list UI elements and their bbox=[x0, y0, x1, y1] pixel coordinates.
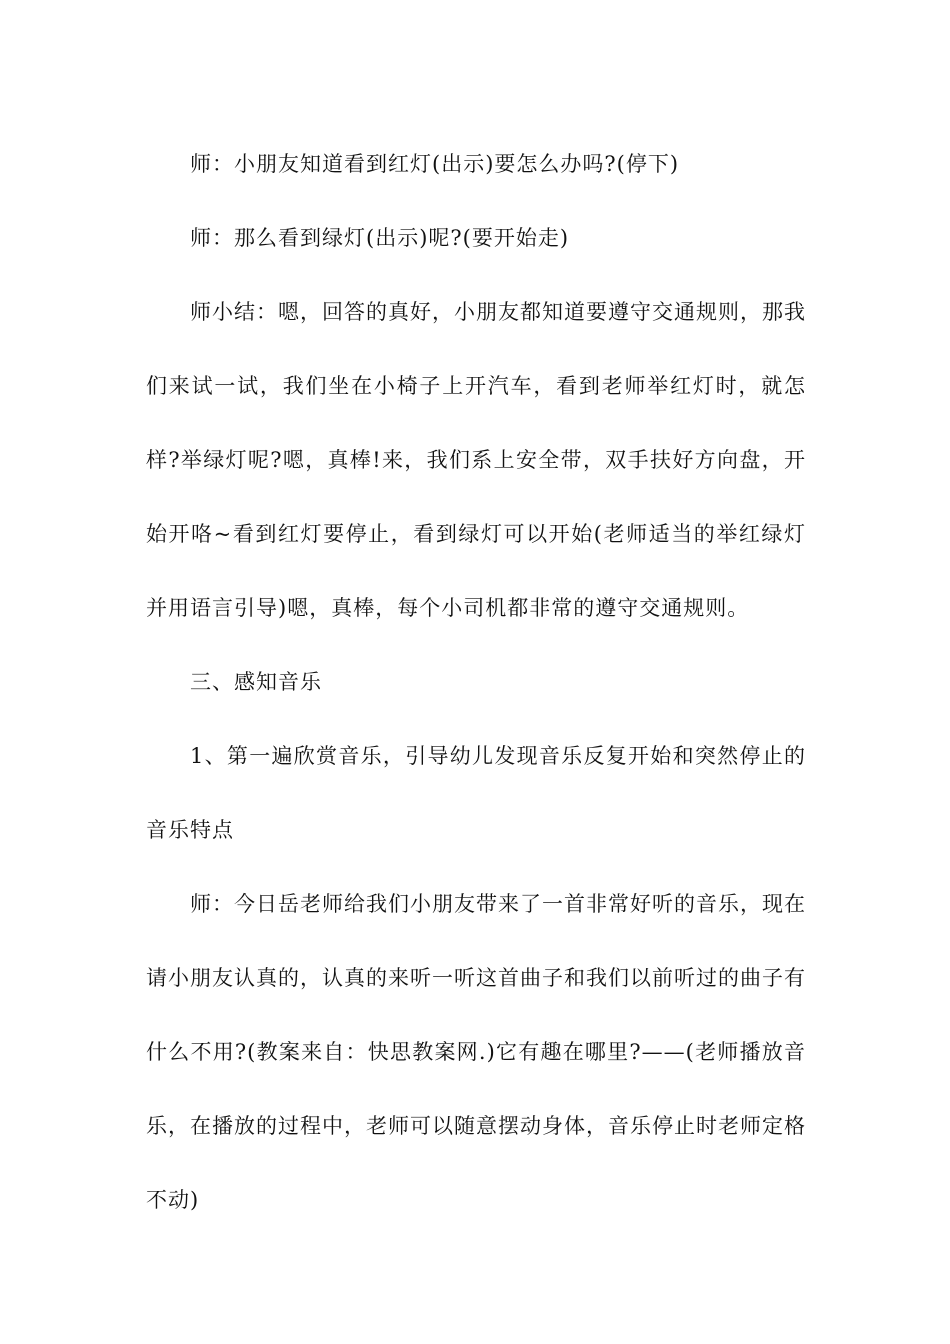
section-heading-perceive-music: 三、感知音乐 bbox=[190, 670, 322, 694]
document-body bbox=[146, 127, 806, 1237]
paragraph-red-light-question: 师：小朋友知道看到红灯(出示)要怎么办吗?(停下) bbox=[190, 152, 680, 176]
paragraph-green-light-question: 师：那么看到绿灯(出示)呢?(要开始走) bbox=[190, 226, 570, 250]
paragraph-teacher-music-intro: 师：今日岳老师给我们小朋友带来了一首非常好听的音乐，现在请小朋友认真的，认真的来听一听这首曲子和我们以前听过的曲子有什么不用?(教案来自：快思教案网.)它有趣在哪里?——(老师播放音乐，在播放的过程中，老师可以随意摆动身体，音乐停止时老师定格不动) bbox=[146, 892, 806, 1212]
paragraph-teacher-summary: 师小结：嗯，回答的真好，小朋友都知道要遵守交通规则，那我们来试一试，我们坐在小椅子上开汽车，看到老师举红灯时，就怎样?举绿灯呢?嗯，真棒!来，我们系上安全带，双手扶好方向盘，开始开咯~看到红灯要停止，看到绿灯可以开始(老师适当的举红绿灯并用语言引导)嗯，真棒，每个小司机都非常的遵守交通规则。 bbox=[146, 300, 806, 620]
paragraph-first-listening: 1、第一遍欣赏音乐，引导幼儿发现音乐反复开始和突然停止的音乐特点 bbox=[146, 744, 806, 842]
